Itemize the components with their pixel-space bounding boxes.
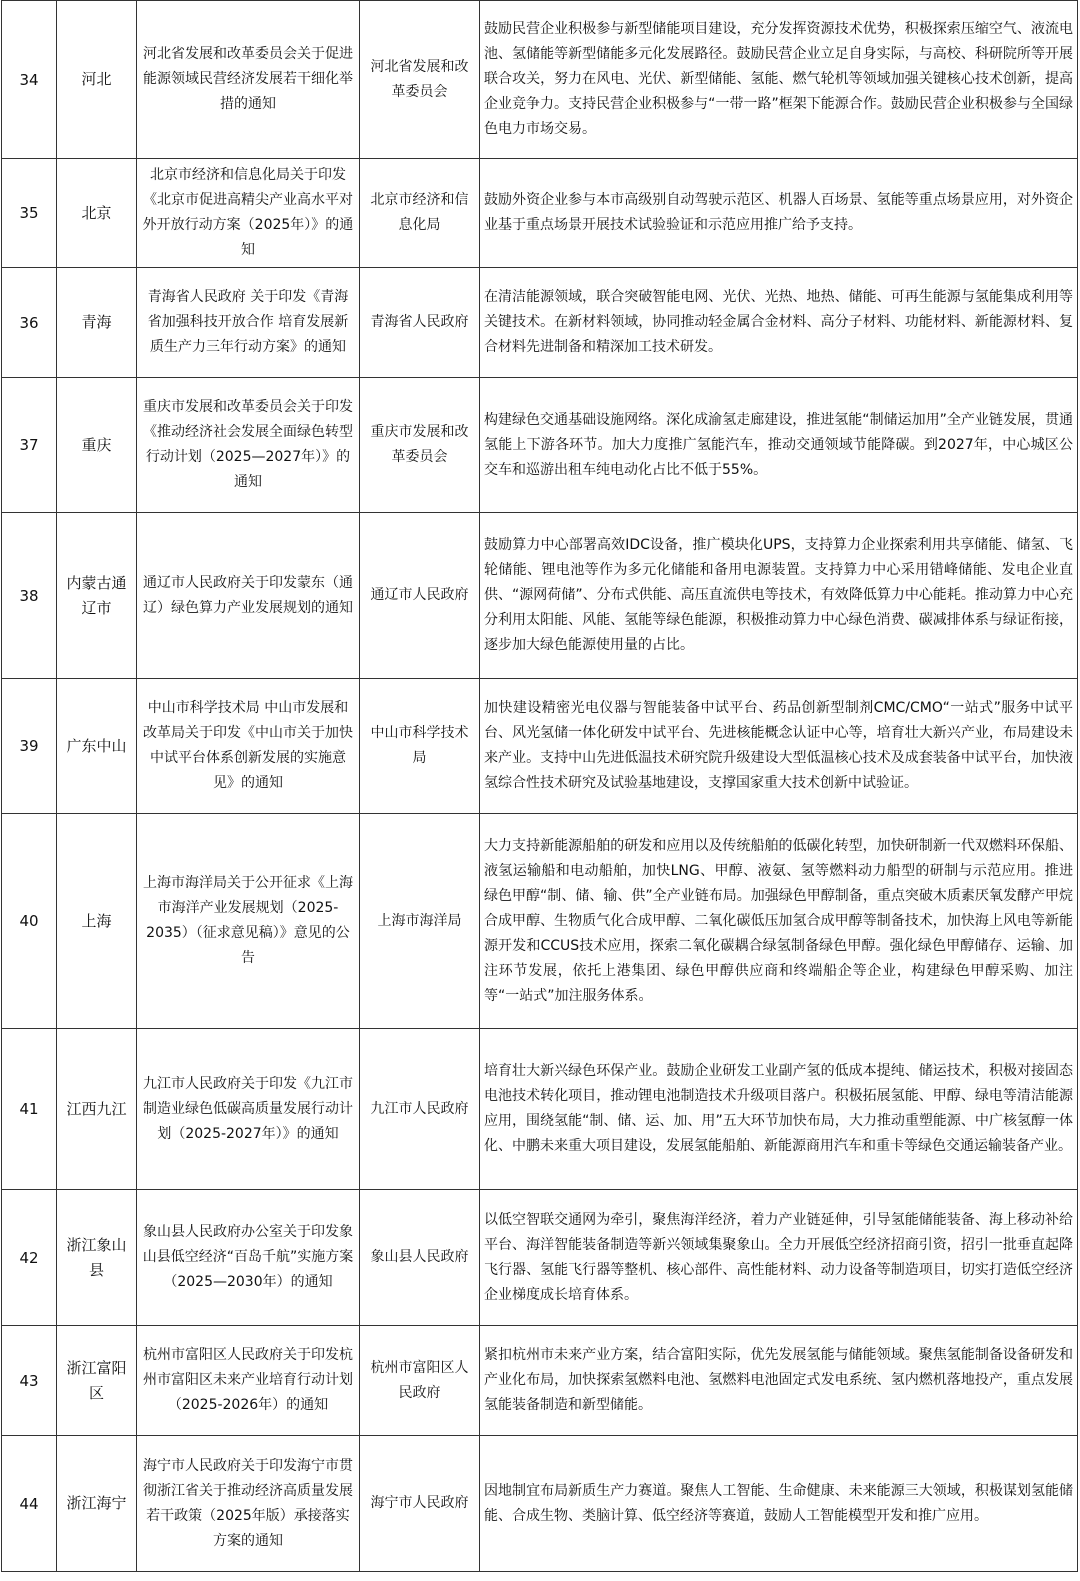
row-number: 36	[2, 268, 57, 378]
table-row	[2, 1029, 1078, 1190]
row-content: 加快建设精密光电仪器与智能装备中试平台、药品创新型制剂CMC/CMO“一站式”服务中试平台、风光氢储一体化研发中试平台、先进核能概念认证中心等，培育壮大新兴产业，布局建设未来产业。支持中山先进低温技术研究院升级建设大型低温核心技术及成套装备中试平台，加快液氢综合性技术研究及试验基地建设，支撑国家重大技术创新中试验证。	[480, 679, 1078, 814]
row-issuer: 象山县人民政府	[360, 1190, 480, 1326]
row-content: 大力支持新能源船舶的研发和应用以及传统船舶的低碳化转型，加快研制新一代双燃料环保船、液氢运输船和电动船舶，加快LNG、甲醇、液氨、氢等燃料动力船型的研制与示范应用。推进绿色甲醇“制、储、输、供”全产业链布局。加强绿色甲醇制备，重点突破木质素厌氧发酵产甲烷合成甲醇、生物质气化合成甲醇、二氧化碳低压加氢合成甲醇等制备技术，加快海上风电等新能源开发和CCUS技术应用，探索二氧化碳耦合绿氢制备绿色甲醇。强化绿色甲醇储存、运输、加注环节发展，依托上港集团、绿色甲醇供应商和终端船企等企业，构建绿色甲醇采购、加注等“一站式”加注服务体系。	[480, 814, 1078, 1029]
row-number: 44	[2, 1436, 57, 1572]
row-issuer: 海宁市人民政府	[360, 1436, 480, 1572]
row-content: 培育壮大新兴绿色环保产业。鼓励企业研发工业副产氢的低成本提纯、储运技术，积极对接固态电池技术转化项目，推动锂电池制造技术升级项目落户。积极拓展氢能、甲醇、绿电等清洁能源应用，围绕氢能“制、储、运、加、用”五大环节加快布局，大力推动重塑能源、中广核氢醇一体化、中鹏未来重大项目建设，发展氢能船舶、新能源商用汽车和重卡等绿色交通运输装备产业。	[480, 1029, 1078, 1190]
row-region: 上海	[57, 814, 137, 1029]
table-row	[2, 378, 1078, 513]
table-row	[2, 1, 1078, 159]
row-policy-title: 中山市科学技术局 中山市发展和改革局关于印发《中山市关于加快中试平台体系创新发展的实施意见》的通知	[137, 679, 360, 814]
row-issuer: 通辽市人民政府	[360, 513, 480, 679]
row-region: 北京	[57, 159, 137, 268]
row-content: 构建绿色交通基础设施网络。深化成渝氢走廊建设，推进氢能“制储运加用”全产业链发展，贯通氢能上下游各环节。加大力度推广氢能汽车，推动交通领域节能降碳。到2027年，中心城区公交车和巡游出租车纯电动化占比不低于55%。	[480, 378, 1078, 513]
row-policy-title: 杭州市富阳区人民政府关于印发杭州市富阳区未来产业培育行动计划（2025-2026年）的通知	[137, 1326, 360, 1436]
row-policy-title: 海宁市人民政府关于印发海宁市贯彻浙江省关于推动经济高质量发展若干政策（2025年版）承接落实方案的通知	[137, 1436, 360, 1572]
row-policy-title: 上海市海洋局关于公开征求《上海市海洋产业发展规划（2025-2035）（征求意见稿）》意见的公告	[137, 814, 360, 1029]
row-content: 鼓励算力中心部署高效IDC设备，推广模块化UPS，支持算力企业探索利用共享储能、储氢、飞轮储能、锂电池等作为多元化储能和备用电源装置。支持算力中心采用错峰储能、发电企业直供、“源网荷储”、分布式供能、高压直流供电等技术，有效降低算力中心能耗。推动算力中心充分利用太阳能、风能、氢能等绿色能源，积极推动算力中心绿色消费、碳减排体系与绿证衔接，逐步加大绿色能源使用量的占比。	[480, 513, 1078, 679]
row-issuer: 九江市人民政府	[360, 1029, 480, 1190]
row-region: 河北	[57, 1, 137, 159]
row-content: 紧扣杭州市未来产业方案，结合富阳实际，优先发展氢能与储能领域。聚焦氢能制备设备研发和产业化布局，加快探索氢燃料电池、氢燃料电池固定式发电系统、氢内燃机落地投产，重点发展氢能装备制造和新型储能。	[480, 1326, 1078, 1436]
row-content: 因地制宜布局新质生产力赛道。聚焦人工智能、生命健康、未来能源三大领域，积极谋划氢能储能、合成生物、类脑计算、低空经济等赛道，鼓励人工智能模型开发和推广应用。	[480, 1436, 1078, 1572]
row-region: 浙江富阳区	[57, 1326, 137, 1436]
table-row	[2, 1326, 1078, 1436]
row-content: 以低空智联交通网为牵引，聚焦海洋经济，着力产业链延伸，引导氢能储能装备、海上移动补给平台、海洋智能装备制造等新兴领域集聚象山。全力开展低空经济招商引资，招引一批垂直起降飞行器、氢能飞行器等整机、核心部件、高性能材料、动力设备等制造项目，切实打造低空经济企业梯度成长培育体系。	[480, 1190, 1078, 1326]
row-issuer: 中山市科学技术局	[360, 679, 480, 814]
row-number: 34	[2, 1, 57, 159]
row-issuer: 河北省发展和改革委员会	[360, 1, 480, 159]
row-content: 鼓励外资企业参与本市高级别自动驾驶示范区、机器人百场景、氢能等重点场景应用，对外资企业基于重点场景开展技术试验验证和示范应用推广给予支持。	[480, 159, 1078, 268]
row-issuer: 北京市经济和信息化局	[360, 159, 480, 268]
row-region: 浙江象山县	[57, 1190, 137, 1326]
row-number: 43	[2, 1326, 57, 1436]
row-issuer: 上海市海洋局	[360, 814, 480, 1029]
row-region: 广东中山	[57, 679, 137, 814]
row-policy-title: 河北省发展和改革委员会关于促进能源领域民营经济发展若干细化举措的通知	[137, 1, 360, 159]
row-number: 42	[2, 1190, 57, 1326]
table-row	[2, 513, 1078, 679]
row-policy-title: 青海省人民政府 关于印发《青海省加强科技开放合作 培育发展新质生产力三年行动方案》的通知	[137, 268, 360, 378]
row-policy-title: 通辽市人民政府关于印发蒙东（通辽）绿色算力产业发展规划的通知	[137, 513, 360, 679]
table-row	[2, 1436, 1078, 1572]
row-policy-title: 九江市人民政府关于印发《九江市制造业绿色低碳高质量发展行动计划（2025-2027年）》的通知	[137, 1029, 360, 1190]
table-row	[2, 159, 1078, 268]
row-number: 40	[2, 814, 57, 1029]
row-policy-title: 重庆市发展和改革委员会关于印发《推动经济社会发展全面绿色转型行动计划（2025—2027年）》的通知	[137, 378, 360, 513]
row-policy-title: 象山县人民政府办公室关于印发象山县低空经济“百岛千航”实施方案（2025—2030年）的通知	[137, 1190, 360, 1326]
table-row	[2, 814, 1078, 1029]
row-region: 浙江海宁	[57, 1436, 137, 1572]
row-number: 39	[2, 679, 57, 814]
row-policy-title: 北京市经济和信息化局关于印发《北京市促进高精尖产业高水平对外开放行动方案（2025年）》的通知	[137, 159, 360, 268]
table-row	[2, 679, 1078, 814]
row-region: 青海	[57, 268, 137, 378]
row-number: 41	[2, 1029, 57, 1190]
row-number: 37	[2, 378, 57, 513]
row-content: 鼓励民营企业积极参与新型储能项目建设，充分发挥资源技术优势，积极探索压缩空气、液流电池、氢储能等新型储能多元化发展路径。鼓励民营企业立足自身实际，与高校、科研院所等开展联合攻关，努力在风电、光伏、新型储能、氢能、燃气轮机等领域加强关键核心技术创新，提高企业竞争力。支持民营企业积极参与“一带一路”框架下能源合作。鼓励民营企业积极参与全国绿色电力市场交易。	[480, 1, 1078, 159]
row-region: 重庆	[57, 378, 137, 513]
row-issuer: 青海省人民政府	[360, 268, 480, 378]
policy-table	[1, 0, 1078, 1572]
row-number: 38	[2, 513, 57, 679]
row-region: 内蒙古通辽市	[57, 513, 137, 679]
table-row	[2, 1190, 1078, 1326]
row-issuer: 杭州市富阳区人民政府	[360, 1326, 480, 1436]
row-number: 35	[2, 159, 57, 268]
row-content: 在清洁能源领域，联合突破智能电网、光伏、光热、地热、储能、可再生能源与氢能集成利用等关键技术。在新材料领域，协同推动轻金属合金材料、高分子材料、功能材料、新能源材料、复合材料先进制备和精深加工技术研发。	[480, 268, 1078, 378]
row-issuer: 重庆市发展和改革委员会	[360, 378, 480, 513]
table-row	[2, 268, 1078, 378]
row-region: 江西九江	[57, 1029, 137, 1190]
